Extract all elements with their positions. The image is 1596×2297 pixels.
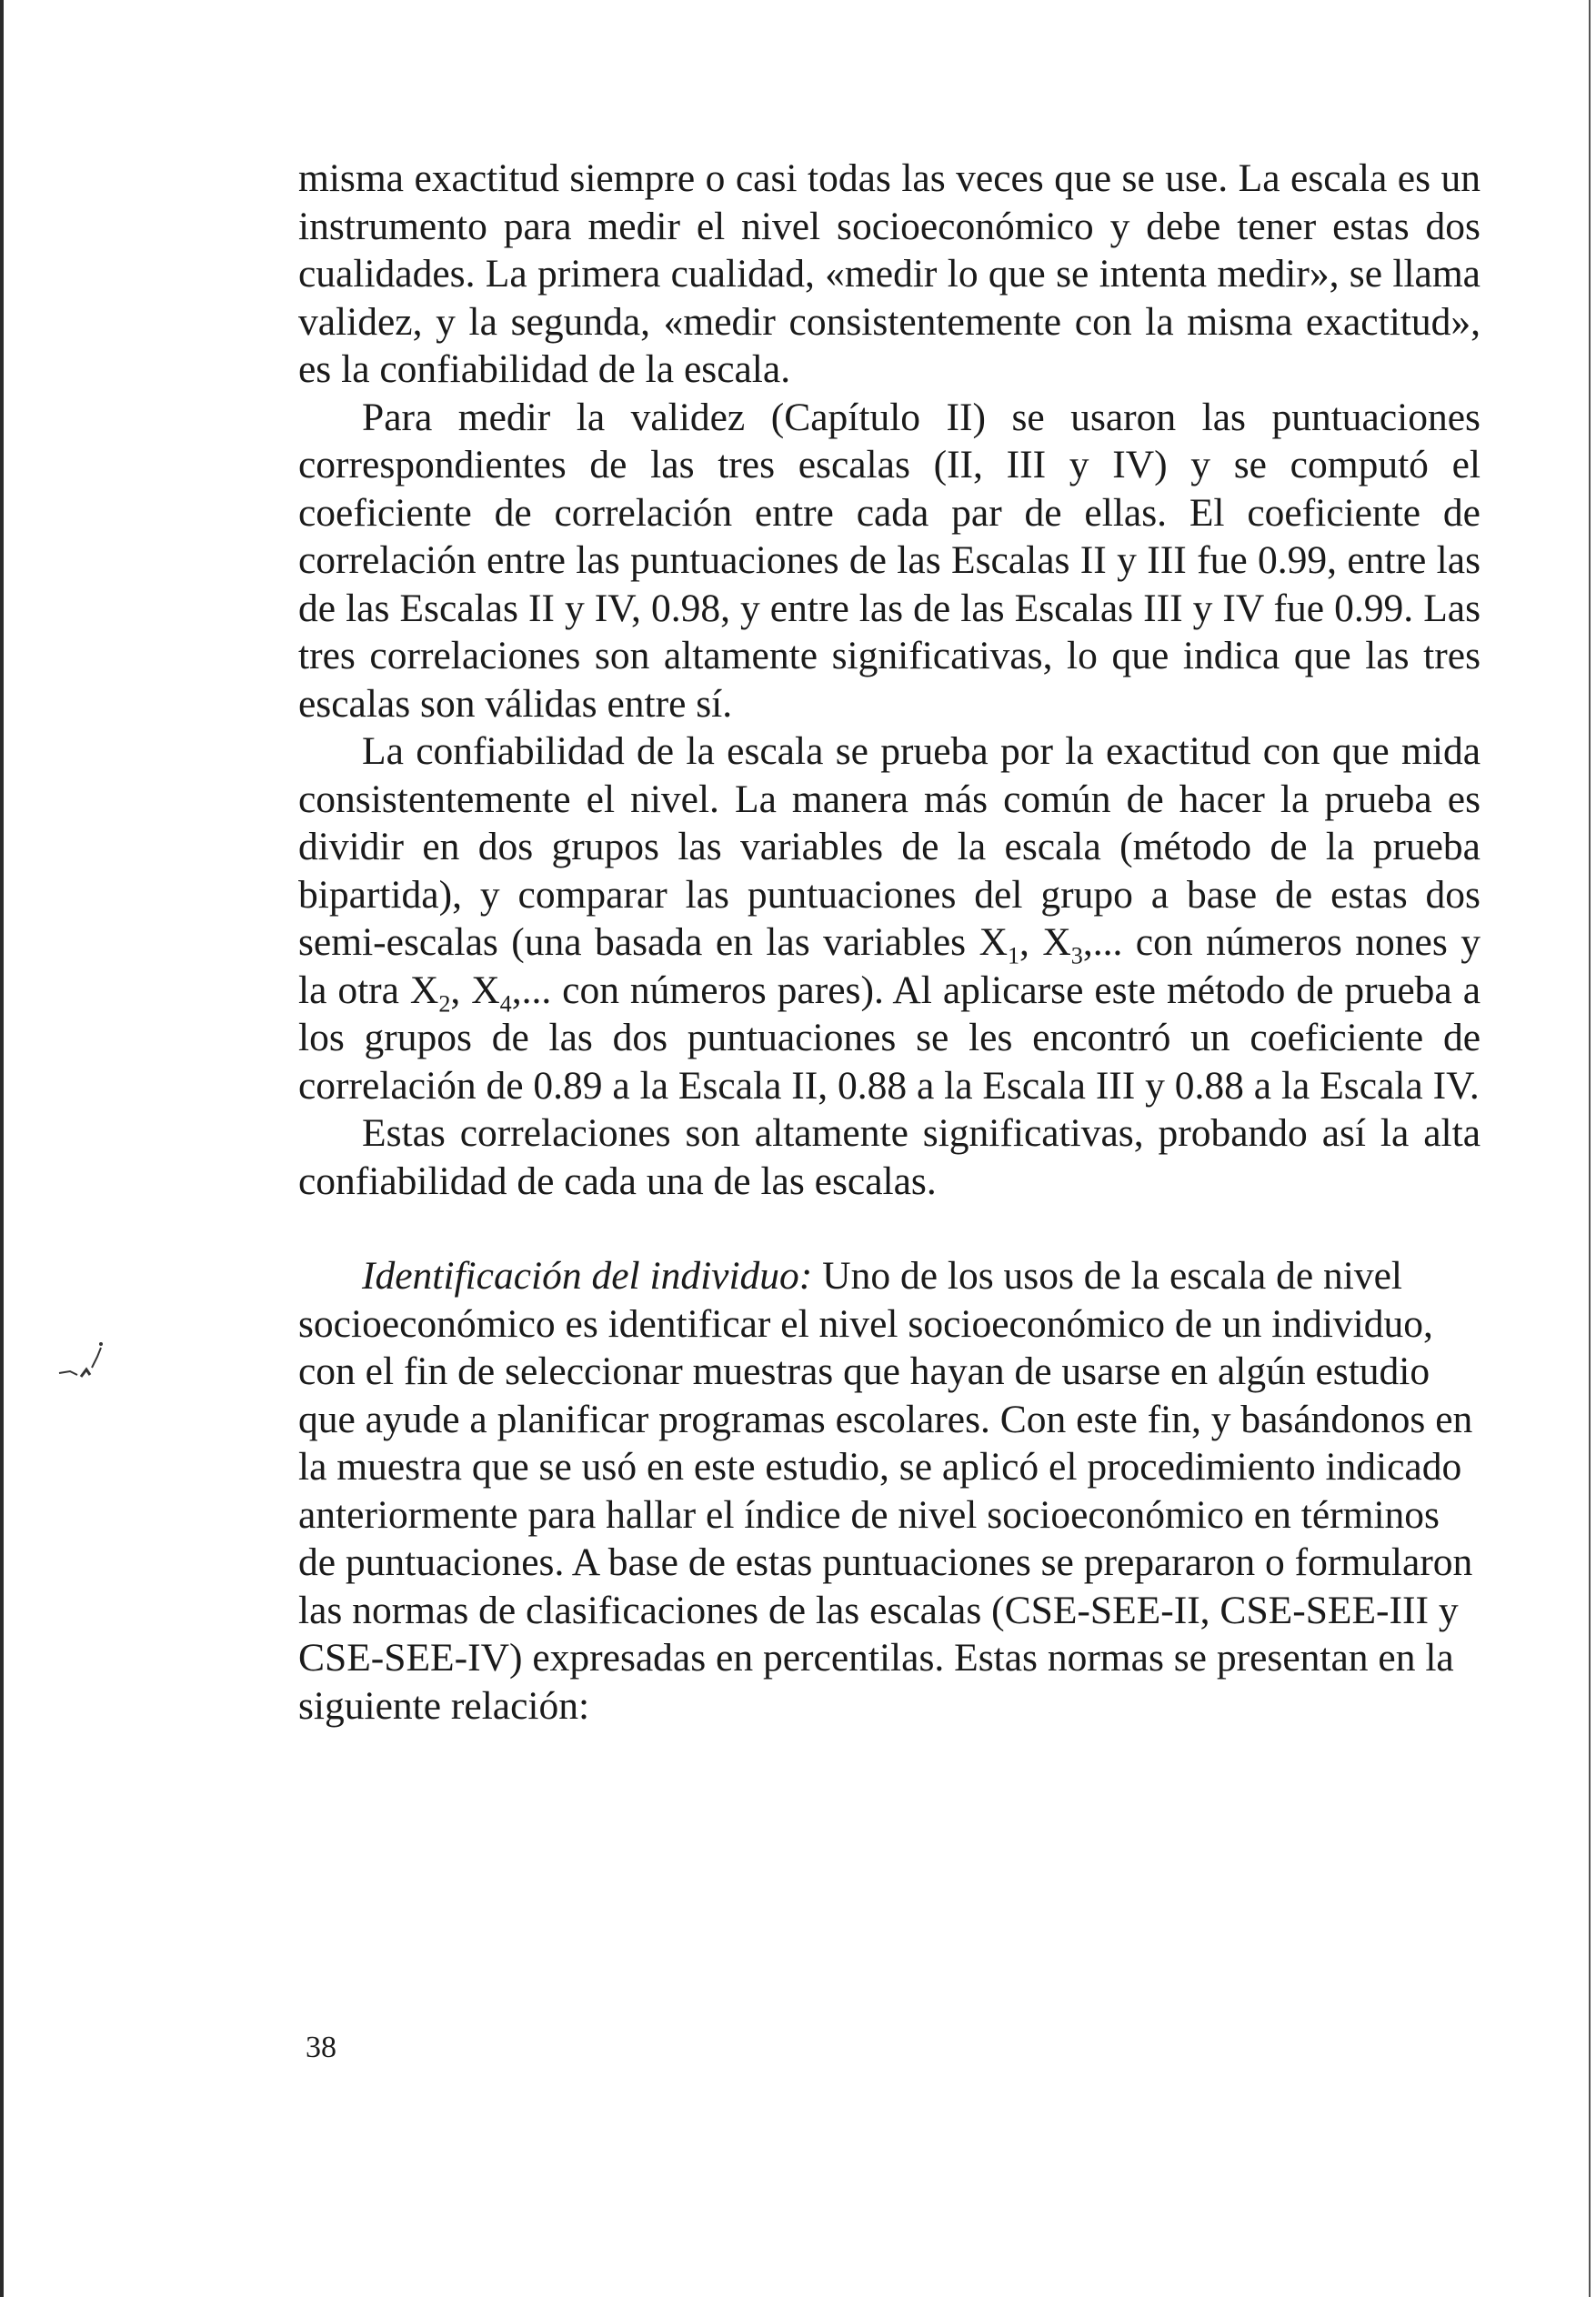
subscript-4: 4 [499,990,512,1018]
page-edge-left [0,0,4,2297]
paragraph-correlaciones: Estas correlaciones son altamente significativas, probando así la alta confiabilidad de cada una de las escalas. [298,1111,1481,1203]
paragraph-identificacion [298,1252,1481,1730]
body-text [298,155,1481,1730]
paragraph-1: misma exactitud siempre o casi todas las veces que se use. La escala es un instrumento para medir el nivel socioeconómico y debe tener estas dos cualidades. La primera cualidad, «medir lo que se intenta medir», se llama validez, y la segunda, «medir consistentemente con la misma exactitud», es la confiabilidad de la escala. [298,156,1481,391]
paragraph-confiabilidad [298,727,1481,1109]
section-title-identificacion: Identificación del individuo: [362,1254,813,1298]
subscript-2: 2 [438,990,451,1018]
paragraph-confiabilidad-part-2: , X [1019,920,1071,964]
page-edge-right [1589,0,1591,2297]
paragraph-confiabilidad-part-3: ,... con números nones y la otra X [298,920,1481,1012]
paragraph-confiabilidad-part-1: La confiabilidad de la escala se prueba por la exactitud con que mida consistentemente el nivel. La manera más común de hacer la prueba es dividir en dos grupos las variables de la escala (método de la prueba bipartida), y comparar las puntuaciones del grupo a base de estas dos semi-escalas (una basada en las variables X [298,729,1481,964]
subscript-1: 1 [1007,942,1020,969]
paragraph-confiabilidad-part-4: , X [450,968,500,1012]
subscript-3: 3 [1070,942,1083,969]
paragraph-confiabilidad-part-5: ,... con números pares). Al aplicarse este método de prueba a los grupos de las dos puntuaciones se les encontró un coeficiente de correlación de 0.89 a la Escala II, 0.88 a la Escala III y 0.88 a la Escala IV. [298,968,1481,1108]
page-number: 38 [306,2031,336,2064]
margin-ink-mark [50,1335,132,1389]
paragraph-identificacion-body: Uno de los usos de la escala de nivel socioeconómico es identificar el nivel socioeconómico de un individuo, con el fin de seleccionar muestras que hayan de usarse en algún estudio que ayude a planificar programas escolares. Con este fin, y basándonos en la muestra que se usó en este estudio, se aplicó el procedimiento indicado anteriormente para hallar el índice de nivel socioeconómico en términos de puntuaciones. A base de estas puntuaciones se prepararon o formularon las normas de clasificaciones de las escalas (CSE-SEE-II, CSE-SEE-III y CSE-SEE-IV) expresadas en percentilas. Estas normas se presentan en la siguiente relación: [298,1254,1473,1728]
paragraph-validez: Para medir la validez (Capítulo II) se usaron las puntuaciones correspondientes de las tres escalas (II, III y IV) y se computó el coeficiente de correlación entre cada par de ellas. El coeficiente de correlación entre las puntuaciones de las Escalas II y III fue 0.99, entre las de las Escalas II y IV, 0.98, y entre las de las Escalas III y IV fue 0.99. Las tres correlaciones son altamente significativas, lo que indica que las tres escalas son válidas entre sí. [298,395,1481,726]
